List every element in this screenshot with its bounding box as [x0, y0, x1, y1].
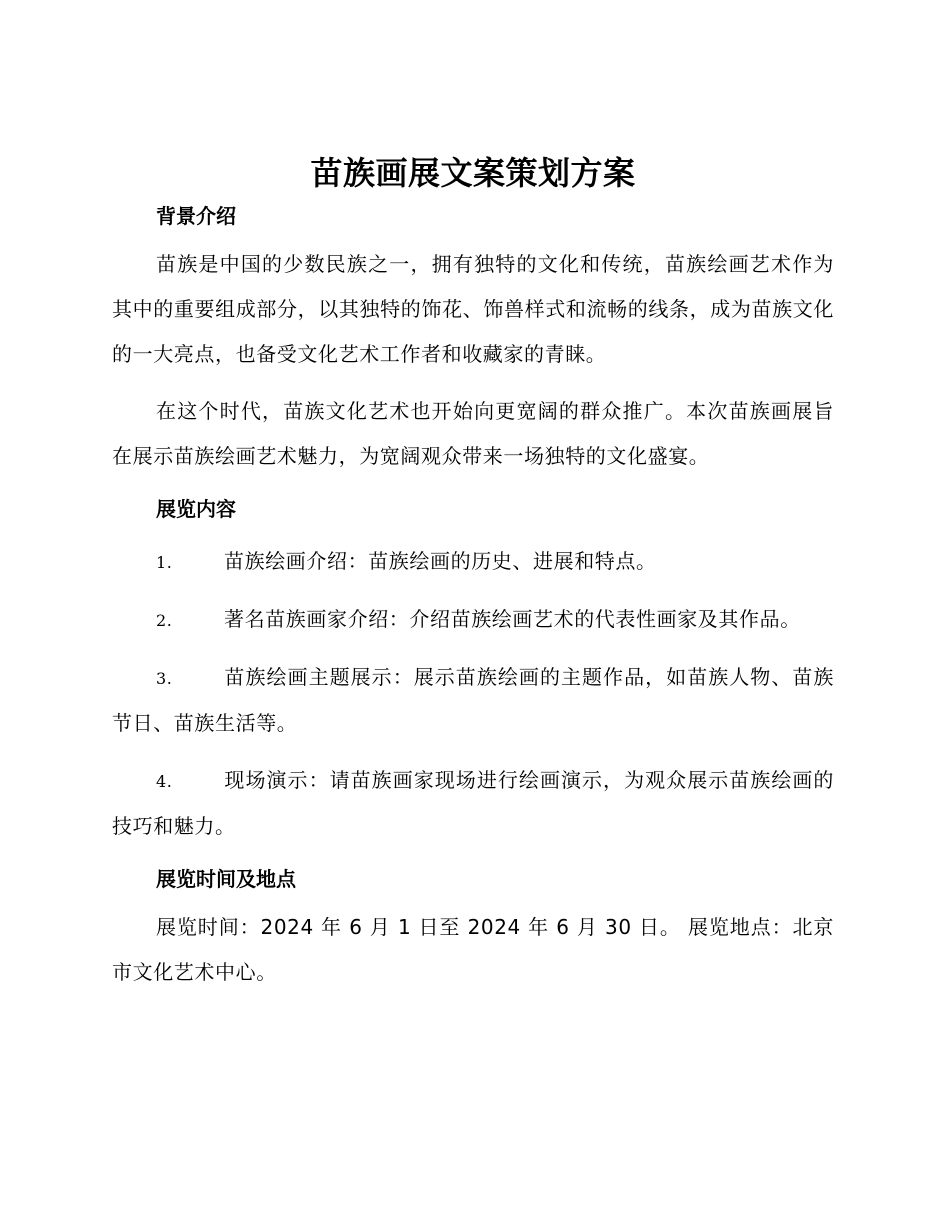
spacer — [112, 849, 834, 865]
background-paragraph-2: 在这个时代，苗族文化艺术也开始向更宽阔的群众推广。本次苗族画展旨在展示苗族绘画艺术魅力，为宽阔观众带来一场独特的文化盛宴。 — [112, 399, 834, 468]
list-item-number: 2. — [156, 611, 173, 630]
document-title: 苗族画展文案策划方案 — [310, 154, 636, 192]
list-item-text: 著名苗族画家介绍：介绍苗族绘画艺术的代表性画家及其作品。 — [224, 607, 801, 631]
spacer — [112, 585, 834, 597]
section-heading-time-place: 展览时间及地点 — [156, 867, 296, 891]
list-item — [112, 758, 834, 849]
spacer — [112, 643, 834, 655]
spacer — [112, 523, 834, 539]
spacer — [112, 230, 834, 242]
section-heading-background: 背景介绍 — [156, 204, 236, 228]
list-item-text: 苗族绘画介绍：苗族绘画的历史、进展和特点。 — [224, 549, 657, 573]
list-item — [112, 597, 834, 643]
list-item-number: 4. — [156, 772, 173, 791]
section-heading-content: 展览内容 — [156, 497, 236, 521]
spacer — [112, 377, 834, 389]
spacer — [112, 479, 834, 495]
list-item-number: 1. — [156, 553, 173, 572]
time-place-paragraph: 展览时间：2024 年 6 月 1 日至 2024 年 6 月 30 日。 展览地点：北京市文化艺术中心。 — [112, 915, 834, 984]
spacer — [112, 893, 834, 905]
list-item-text: 现场演示：请苗族画家现场进行绘画演示，为观众展示苗族绘画的技巧和魅力。 — [112, 768, 834, 838]
list-item — [112, 539, 834, 585]
spacer — [112, 746, 834, 758]
list-item — [112, 655, 834, 746]
list-item-number: 3. — [156, 669, 173, 688]
document-page — [112, 150, 834, 995]
background-paragraph-1: 苗族是中国的少数民族之一，拥有独特的文化和传统，苗族绘画艺术作为其中的重要组成部分，以其独特的饰花、饰兽样式和流畅的线条，成为苗族文化的一大亮点，也备受文化艺术工作者和收藏家的青睐。 — [112, 252, 834, 366]
list-item-text: 苗族绘画主题展示：展示苗族绘画的主题作品，如苗族人物、苗族节日、苗族生活等。 — [112, 665, 834, 735]
